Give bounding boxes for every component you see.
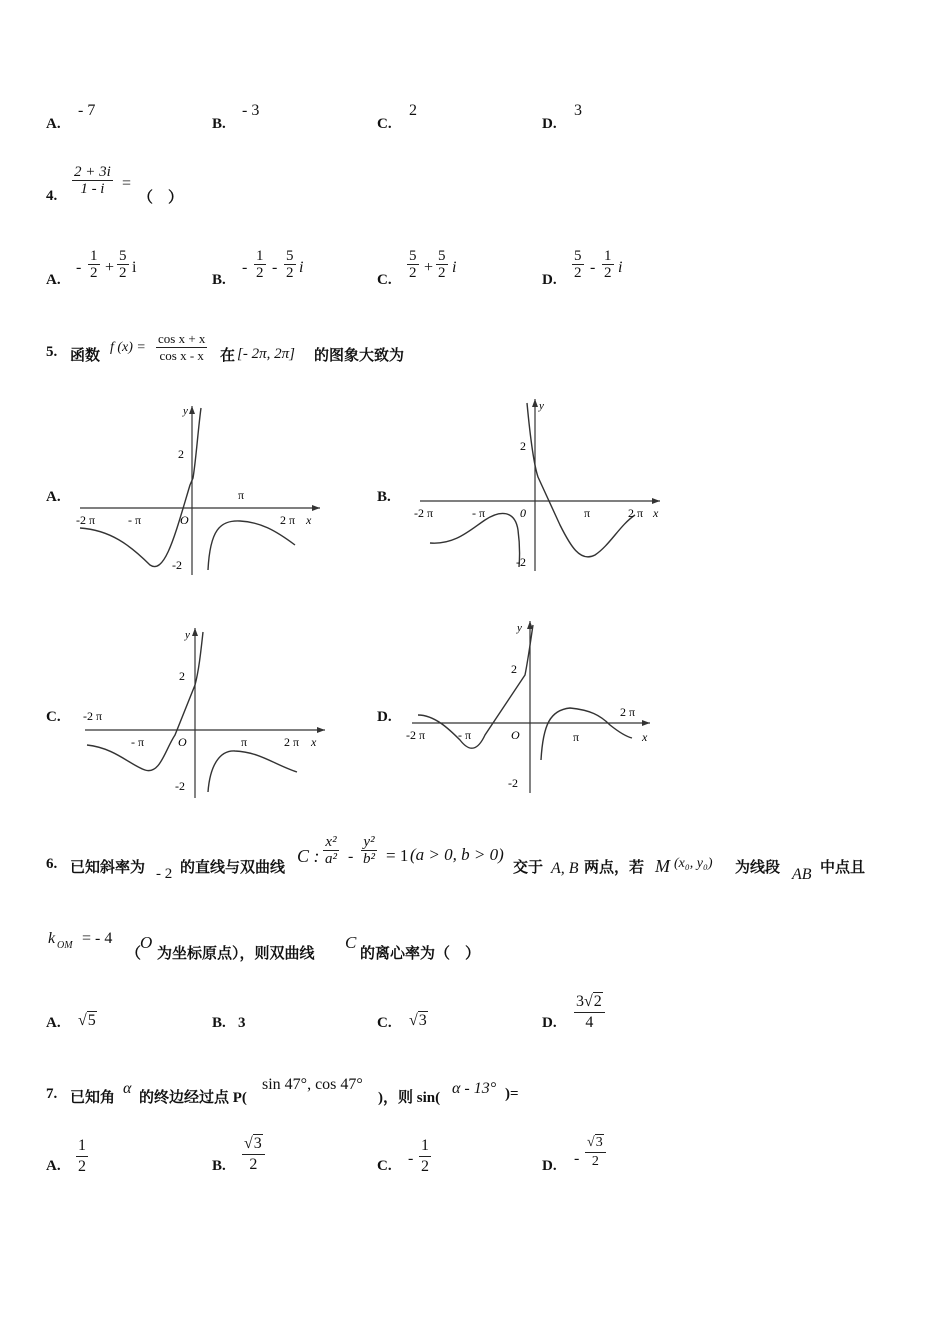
q7-t4: )=: [505, 1086, 519, 1102]
q4-option-c-d2: 2: [438, 265, 446, 281]
q7-option-d-num: 3: [595, 1135, 603, 1150]
q7-option-b-den: 2: [249, 1156, 258, 1173]
q7-arg: α - 13°: [452, 1080, 497, 1097]
q7-option-d-value: $\frac{√3}{2}$: [585, 1134, 606, 1171]
q4-option-a-sign: -: [76, 259, 82, 276]
q7-option-a-num: 1: [76, 1136, 88, 1157]
q6-option-a-radicand: 5: [87, 1012, 96, 1029]
q6-option-d-coef: 3: [576, 993, 584, 1010]
q6-x-fraction: [323, 834, 339, 867]
q7-alpha: α: [123, 1080, 132, 1097]
q5-graph-b-x-label: x: [653, 506, 659, 520]
q5-graph-b-tick-m2pi: -2 π: [414, 506, 434, 520]
q5-mid: 在: [220, 348, 236, 364]
q4-option-c-n1: 5: [409, 248, 417, 264]
q5-graph-d-tick-mpi: - π: [458, 728, 472, 742]
q5-graph-a-y-label: y: [183, 405, 188, 417]
q6-y-fraction: [361, 834, 377, 867]
q4-option-a-label: A.: [46, 272, 61, 288]
q4-option-a-n1: 1: [90, 248, 98, 264]
q3-option-d-value: 3: [574, 102, 582, 119]
q4-option-c-n2: 5: [438, 248, 446, 264]
q6-slope: - 2: [156, 866, 173, 882]
q6-option-b-label: B.: [212, 1015, 226, 1031]
q4-option-b-n2: 5: [286, 248, 294, 264]
q4-option-d-d2: 2: [604, 265, 612, 281]
q6-t8: 的离心率为（ ）: [360, 946, 481, 962]
q7-option-c-den: 2: [421, 1158, 429, 1175]
q5-interval: [- 2π, 2π]: [237, 346, 295, 362]
q6-c-symbol: C: [345, 933, 357, 952]
q6-y2: y²: [361, 834, 377, 851]
q5-graph-a-x-label: x: [306, 513, 312, 527]
q5-suffix: 的图象大致为: [314, 348, 405, 364]
q6-eq: = 1: [386, 846, 409, 865]
q6-segment: AB: [792, 866, 812, 883]
q4-equals: =: [122, 175, 132, 192]
q7-option-a-den: 2: [78, 1158, 86, 1175]
q5-graph-c-tick-m2: -2: [175, 779, 185, 793]
q5-graph-d: [400, 615, 665, 800]
q4-numerator: 2 + 3i: [74, 164, 111, 180]
q7-option-c-label: C.: [377, 1158, 392, 1174]
q6-t2: 的直线与双曲线: [180, 860, 286, 876]
q6-t5: 为线段: [735, 860, 781, 876]
q5-number: 5.: [46, 344, 58, 360]
q6-ab-points: A, B: [551, 860, 579, 877]
q5-graph-a-origin: O: [180, 513, 189, 527]
q7-t2: 的终边经过点 P(: [139, 1090, 247, 1106]
q4-option-a-d1: 2: [90, 265, 98, 281]
q5-graph-d-tick-2pi: 2 π: [620, 705, 636, 719]
q5-f-den: cos x - x: [159, 348, 204, 363]
q6-a2: a²: [325, 851, 337, 867]
q6-t4: 两点，若: [584, 860, 645, 876]
q7-option-d-den: 2: [591, 1154, 599, 1169]
q5-graph-b-tick-m2: -2: [516, 555, 526, 569]
q5-graph-d-y-label: y: [517, 622, 522, 634]
q3-option-d-label: D.: [542, 116, 557, 132]
q5-graph-a-tick-m2: -2: [172, 558, 182, 572]
q5-graph-b-tick-mpi: - π: [472, 506, 486, 520]
q6-x2: x²: [323, 834, 339, 851]
q6-curve-c: C :: [297, 846, 320, 866]
q7-option-c-num: 1: [419, 1136, 431, 1157]
q7-option-b-value: $\frac{√3}{2}$: [242, 1134, 265, 1175]
q5-graph-c-origin: O: [178, 735, 187, 749]
q6-option-b-value: 3: [238, 1015, 246, 1031]
q4-option-b-op: -: [272, 259, 278, 276]
q6-k-sub: OM: [57, 940, 73, 951]
q4-option-c-label: C.: [377, 272, 392, 288]
q6-option-a-value: √5: [78, 1012, 96, 1029]
q7-option-d-label: D.: [542, 1158, 557, 1174]
q4-option-a-n2: 5: [119, 248, 127, 264]
q4-option-a-op: +: [105, 259, 115, 276]
q6-o-symbol: O: [140, 933, 153, 952]
q5-graph-d-tick-m2: -2: [508, 776, 518, 790]
q7-option-b-num: 3: [253, 1135, 262, 1152]
q5-graph-b-tick-2pi: 2 π: [628, 506, 644, 520]
q5-graph-c-y-label: y: [185, 629, 190, 641]
q4-option-d-label: D.: [542, 272, 557, 288]
q4-option-d-n2: 1: [604, 248, 612, 264]
q6-number: 6.: [46, 856, 58, 872]
q4-option-b-sign: -: [242, 259, 248, 276]
q5-graph-c: [75, 620, 335, 805]
q6-option-c-value: √3: [409, 1012, 427, 1029]
q4-option-a-unit: i: [132, 259, 137, 276]
q6-paren-open: （: [126, 946, 142, 962]
q3-option-c-value: 2: [409, 102, 417, 119]
q5-f-num: cos x + x: [158, 331, 206, 346]
q4-option-d-n1: 5: [574, 248, 582, 264]
q7-option-c-sign: -: [408, 1150, 414, 1167]
q5-graph-d-tick-pi: π: [573, 730, 580, 744]
q5-graph-c-tick-2pi: 2 π: [284, 735, 300, 749]
q5-fx: f (x) =: [110, 340, 146, 355]
q6-option-d-radicand: 2: [593, 993, 602, 1010]
q3-option-a-value: - 7: [78, 102, 96, 119]
q6-minus: -: [348, 848, 354, 865]
q5-graph-d-tick-m2pi: -2 π: [406, 728, 426, 742]
q6-t6: 中点且: [820, 860, 866, 876]
q4-option-b-label: B.: [212, 272, 226, 288]
q6-option-d-value: $\frac{3√2}{4}$: [574, 992, 605, 1033]
q6-t7: 为坐标原点），则双曲线: [157, 946, 315, 962]
q5-graph-c-tick-pi: π: [241, 735, 248, 749]
q7-number: 7.: [46, 1086, 58, 1102]
q6-k-value: = - 4: [82, 930, 113, 947]
q5-graph-d-origin: O: [511, 728, 520, 742]
q4-option-d-unit: i: [618, 259, 623, 276]
q4-option-b-unit: i: [299, 259, 304, 276]
q6-option-a-label: A.: [46, 1015, 61, 1031]
q4-option-d-op: -: [590, 259, 596, 276]
q6-option-d-label: D.: [542, 1015, 557, 1031]
q7-t3: )，则 sin(: [378, 1090, 441, 1106]
q4-option-b-n1: 1: [256, 248, 264, 264]
q5-graph-c-tick-2: 2: [179, 669, 185, 683]
q5-graph-d-tick-2: 2: [511, 662, 517, 676]
q5-graph-b-tick-pi: π: [584, 506, 591, 520]
q4-option-a-d2: 2: [119, 265, 127, 281]
q6-m-coord: (x₀, y₀): [674, 856, 713, 871]
q6-option-d-den: 4: [585, 1014, 594, 1031]
q5-graph-c-x-label: x: [311, 735, 317, 749]
q6-b2: b²: [363, 851, 375, 867]
q7-option-b-label: B.: [212, 1158, 226, 1174]
q6-m-point: M: [655, 856, 670, 876]
q7-option-a-value: [76, 1136, 88, 1177]
q6-t3: 交于: [513, 860, 544, 876]
q5-graph-b-y-label: y: [539, 400, 544, 412]
q4-denominator: 1 - i: [80, 181, 105, 197]
q5-graph-b-origin: 0: [520, 506, 526, 520]
q4-paren: （ ）: [138, 190, 184, 206]
q4-option-c-d1: 2: [409, 265, 417, 281]
q5-graph-d-label: D.: [377, 709, 392, 725]
q5-graph-b-tick-2: 2: [520, 439, 526, 453]
q4-number: 4.: [46, 188, 58, 204]
q4-option-c-op: +: [424, 259, 434, 276]
q6-option-c-label: C.: [377, 1015, 392, 1031]
q5-graph-a-tick-m2pi: -2 π: [76, 513, 96, 527]
q3-option-b-label: B.: [212, 116, 226, 132]
q4-option-b-d2: 2: [286, 265, 294, 281]
q5-graph-c-label: C.: [46, 709, 61, 725]
q4-option-d-d1: 2: [574, 265, 582, 281]
q5-graph-a-tick-mpi: - π: [128, 513, 142, 527]
q7-option-a-label: A.: [46, 1158, 61, 1174]
q7-option-c-value: [419, 1136, 431, 1177]
q4-option-c-unit: i: [452, 259, 457, 276]
q3-option-b-text: - 3: [242, 102, 260, 119]
q5-graph-a-tick-2: 2: [178, 447, 184, 461]
q4-expression: [72, 164, 113, 197]
q3-option-a-label: A.: [46, 116, 61, 132]
q5-graph-d-x-label: x: [642, 730, 648, 744]
q5-prefix: 函数: [70, 348, 101, 364]
q4-option-b-d1: 2: [256, 265, 264, 281]
q5-graph-c-tick-m2pi: -2 π: [83, 709, 103, 723]
q5-graph-a: [70, 400, 330, 580]
q7-option-d-sign: -: [574, 1150, 580, 1167]
q6-cond: (a > 0, b > 0): [410, 845, 504, 864]
q7-point: sin 47°, cos 47°: [262, 1076, 363, 1093]
q5-graph-b: [410, 395, 670, 575]
q6-option-c-radicand: 3: [418, 1012, 427, 1029]
q6-k: k: [48, 930, 56, 947]
q5-graph-a-tick-pi: π: [238, 488, 245, 502]
q7-t1: 已知角: [70, 1090, 116, 1106]
q5-fraction: [156, 331, 207, 364]
q6-t1: 已知斜率为: [70, 860, 146, 876]
q3-option-c-label: C.: [377, 116, 392, 132]
q5-graph-a-tick-2pi: 2 π: [280, 513, 296, 527]
q5-graph-b-label: B.: [377, 489, 391, 505]
q5-graph-c-tick-mpi: - π: [131, 735, 145, 749]
q5-graph-a-label: A.: [46, 489, 61, 505]
